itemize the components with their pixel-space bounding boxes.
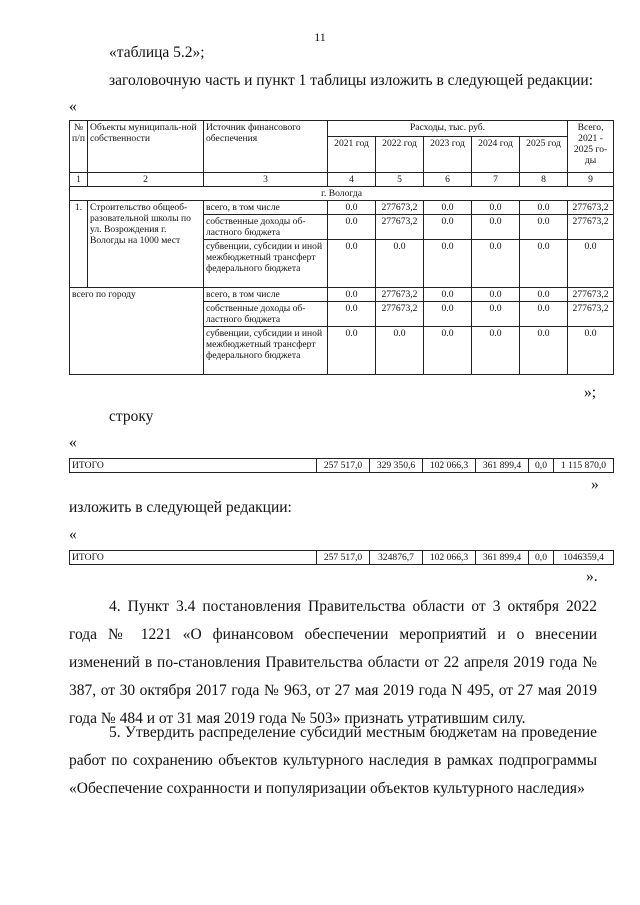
value-cell: 0.0 (424, 201, 472, 215)
value-cell: 0.0 (328, 215, 376, 240)
value-cell: 0.0 (424, 288, 472, 302)
value-cell: 0.0 (328, 240, 376, 288)
index-cell: 6 (424, 173, 472, 187)
header-source: Источник финансового обеспечения (204, 121, 328, 173)
value-cell: 0.0 (520, 215, 568, 240)
value-cell: 0.0 (520, 240, 568, 288)
value-cell: 0.0 (328, 288, 376, 302)
value-cell: 277673,2 (568, 302, 614, 327)
index-cell: 9 (568, 173, 614, 187)
itogo-new-table (69, 550, 614, 565)
city-total-label: всего по городу (70, 288, 204, 375)
itogo-value: 324876,7 (370, 551, 423, 565)
index-cell: 7 (472, 173, 520, 187)
value-cell: 0.0 (568, 327, 614, 375)
item-number: 1. (70, 201, 88, 288)
itogo-value: 1 115 870,0 (554, 459, 614, 473)
itogo-value: 361 899,4 (476, 459, 529, 473)
itogo-old-table (69, 458, 614, 473)
value-cell: 0.0 (424, 302, 472, 327)
index-cell: 8 (520, 173, 568, 187)
value-cell: 0.0 (472, 288, 520, 302)
value-cell: 0.0 (424, 215, 472, 240)
header-total: Всего, 2021 - 2025 го-ды (568, 121, 614, 173)
paragraph-4: 4. Пункт 3.4 постановления Правительства области от 3 октября 2022 года № 1221 «О финансовом обеспечении мероприятий и о внесении изменений в по-становления Правительства области от 22 апреля 2019 года № 387, от 30 октября 2017 года № 963, от 27 мая 2019 года N 495, от 27 мая 2019 года № 484 и от 31 мая 2019 года № 503» признать утратившим силу. (69, 598, 597, 727)
header-objects: Объекты муниципаль-ной собственности (88, 121, 204, 173)
open-quote: « (69, 526, 77, 543)
redaction-line: изложить в следующей редакции: (69, 499, 292, 516)
value-cell: 0.0 (568, 240, 614, 288)
stroku-text: строку (109, 408, 154, 425)
itogo-value: 0,0 (529, 551, 554, 565)
value-cell: 277673,2 (568, 215, 614, 240)
value-cell: 0.0 (328, 302, 376, 327)
value-cell: 277673,2 (568, 288, 614, 302)
source-cell: субвенции, субсидии и иной межбюджетный трансферт федерального бюджета (204, 327, 328, 375)
value-cell: 0.0 (520, 302, 568, 327)
open-quote: « (69, 434, 77, 451)
index-cell: 5 (376, 173, 424, 187)
itogo-label: ИТОГО (70, 551, 317, 565)
header-year-2021: 2021 год (328, 137, 376, 173)
index-cell: 1 (70, 173, 88, 187)
close-quote: » (591, 476, 599, 493)
page-number: 11 (314, 30, 326, 44)
source-cell: субвенции, субсидии и иной межбюджетный трансферт федерального бюджета (204, 240, 328, 288)
itogo-value: 102 066,3 (423, 459, 476, 473)
value-cell: 0.0 (328, 201, 376, 215)
value-cell: 277673,2 (376, 288, 424, 302)
source-cell: собственные доходы об-ластного бюджета (204, 215, 328, 240)
paragraph-5: 5. Утвердить распределение субсидий местным бюджетам на проведение работ по сохранению объектов культурного наследия в рамках подпрограммы «Обеспечение сохранности и популяризации объектов культурного наследия» (69, 724, 597, 797)
value-cell: 0.0 (424, 327, 472, 375)
index-cell: 2 (88, 173, 204, 187)
header-expenses: Расходы, тыс. руб. (328, 121, 568, 137)
value-cell: 0.0 (328, 327, 376, 375)
item-name: Строительство общеоб-разовательной школы по ул. Возрождения г. Вологды на 1000 мест (88, 201, 204, 288)
value-cell: 0.0 (520, 327, 568, 375)
itogo-value: 257 517,0 (317, 551, 370, 565)
source-cell: всего, в том числе (204, 201, 328, 215)
itogo-value: 0,0 (529, 459, 554, 473)
intro-line-2: заголовочную часть и пункт 1 таблицы изложить в следующей редакции: (109, 72, 594, 89)
itogo-value: 257 517,0 (317, 459, 370, 473)
value-cell: 0.0 (424, 240, 472, 288)
itogo-value: 361 899,4 (476, 551, 529, 565)
close-quote-dot: ». (586, 568, 598, 585)
header-year-2023: 2023 год (424, 137, 472, 173)
header-year-2022: 2022 год (376, 137, 424, 173)
value-cell: 0.0 (376, 240, 424, 288)
close-quote-semicolon: »; (584, 384, 597, 401)
finance-table (69, 120, 614, 375)
header-year-2025: 2025 год (520, 137, 568, 173)
itogo-value: 1046359,4 (554, 551, 614, 565)
source-cell: всего, в том числе (204, 288, 328, 302)
value-cell: 0.0 (472, 215, 520, 240)
intro-line-1: «таблица 5.2»; (109, 44, 205, 61)
value-cell: 0.0 (472, 302, 520, 327)
value-cell: 0.0 (520, 201, 568, 215)
header-year-2024: 2024 год (472, 137, 520, 173)
value-cell: 0.0 (376, 327, 424, 375)
value-cell: 0.0 (472, 201, 520, 215)
value-cell: 277673,2 (376, 201, 424, 215)
itogo-label: ИТОГО (70, 459, 317, 473)
header-num: № п/п (70, 121, 88, 173)
itogo-value: 329 350,6 (370, 459, 423, 473)
value-cell: 0.0 (472, 327, 520, 375)
index-cell: 3 (204, 173, 328, 187)
city-row: г. Вологда (70, 187, 614, 201)
source-cell: собственные доходы об-ластного бюджета (204, 302, 328, 327)
index-cell: 4 (328, 173, 376, 187)
value-cell: 0.0 (472, 240, 520, 288)
value-cell: 277673,2 (568, 201, 614, 215)
open-quote: « (69, 98, 77, 115)
itogo-value: 102 066,3 (423, 551, 476, 565)
value-cell: 277673,2 (376, 215, 424, 240)
value-cell: 0.0 (520, 288, 568, 302)
value-cell: 277673,2 (376, 302, 424, 327)
